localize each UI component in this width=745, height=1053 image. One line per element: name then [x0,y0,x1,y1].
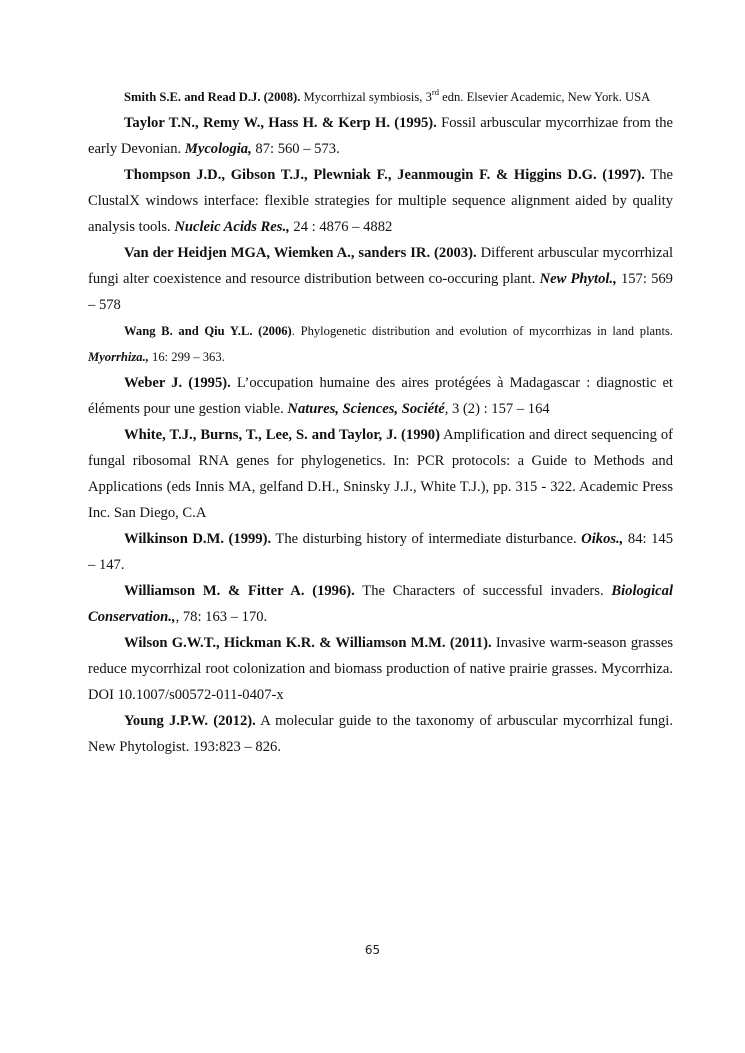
reference-text: The Characters of successful invaders. [354,583,612,599]
reference-authors: White, T.J., Burns, T., Lee, S. and Taylor, J. (1990) [124,427,440,443]
reference-entry [88,162,673,240]
reference-entry [88,240,673,318]
reference-volume-pages: 87: 560 – 573. [251,141,340,157]
reference-text: Amplification and direct sequencing of fungal ribosomal RNA genes for phylogenetics. In: PCR protocols: a Guide to Methods and Applications (eds Innis MA, gelfand D.H., Sninsky J.J., White T.J.), pp. 315 - 322. Academic Press Inc. San Diego, C.A [88,427,674,521]
reference-entry [88,526,673,578]
reference-volume-pages: , 3 (2) : 157 – 164 [444,401,550,417]
reference-journal: Nucleic Acids Res., [174,219,290,235]
reference-text: The ClustalX windows interface: flexible strategies for multiple sequence alignment aided by quality analysis tools. [88,167,673,235]
reference-text: . Phylogenetic distribution and evolution of mycorrhizas in land plants. [291,324,673,338]
reference-entry [88,630,673,708]
reference-list [88,84,673,760]
reference-journal: Natures, Sciences, Société [287,401,445,417]
reference-volume-pages: , 78: 163 – 170. [175,609,268,625]
reference-entry [88,84,673,110]
reference-volume-pages: 157: 569 – 578 [88,271,673,313]
reference-authors: Wang B. and Qiu Y.L. (2006) [124,324,292,338]
reference-entry [88,370,673,422]
reference-authors: Thompson J.D., Gibson T.J., Plewniak F., Jeanmougin F. & Higgins D.G. (1997). [124,167,645,183]
reference-authors: Wilson G.W.T., Hickman K.R. & Williamson M.M. (2011). [124,635,492,651]
reference-volume-pages: 84: 145 – 147. [88,531,673,573]
reference-entry [88,318,673,370]
reference-entry [88,422,673,526]
reference-text: Fossil arbuscular mycorrhizae from the early Devonian. [88,115,673,157]
reference-text: L’occupation humaine des aires protégées à Madagascar : diagnostic et éléments pour une gestion viable. [88,375,673,417]
reference-authors: Young J.P.W. (2012). [124,713,256,729]
reference-journal: New Phytol., [539,271,617,287]
reference-superscript: rd [431,87,439,97]
reference-authors: Williamson M. & Fitter A. (1996). [124,583,355,599]
reference-text: Different arbuscular mycorrhizal fungi alter coexistence and resource distribution between co-occuring plant. [88,245,673,287]
reference-text: The disturbing history of intermediate disturbance. [271,531,582,547]
reference-text: Invasive warm-season grasses reduce mycorrhizal root colonization and biomass production of native prairie grasses. Mycorrhiza. DOI 10.1007/s00572-011-0407-x [88,635,673,703]
reference-authors: Smith S.E. and Read D.J. (2008). [124,90,301,104]
reference-text: A molecular guide to the taxonomy of arbuscular mycorrhizal fungi. New Phytologist. 193:823 – 826. [88,713,674,755]
reference-volume-pages: 24 : 4876 – 4882 [289,219,393,235]
reference-journal: Myorrhiza., [88,350,149,364]
reference-entry [88,110,673,162]
reference-volume-pages: 16: 299 – 363. [148,350,225,364]
reference-journal: Biological Conservation., [88,583,673,625]
reference-authors: Weber J. (1995). [124,375,231,391]
reference-authors: Taylor T.N., Remy W., Hass H. & Kerp H. (1995). [124,115,437,131]
reference-text: Mycorrhizal symbiosis, 3 [300,90,432,104]
reference-entry [88,708,673,760]
reference-journal: Mycologia, [184,141,252,157]
reference-authors: Van der Heidjen MGA, Wiemken A., sanders IR. (2003). [124,245,477,261]
reference-journal: Oikos., [581,531,624,547]
reference-entry [88,578,673,630]
page-number: 65 [364,943,381,957]
reference-authors: Wilkinson D.M. (1999). [124,531,272,547]
reference-text: edn. Elsevier Academic, New York. USA [438,90,651,104]
